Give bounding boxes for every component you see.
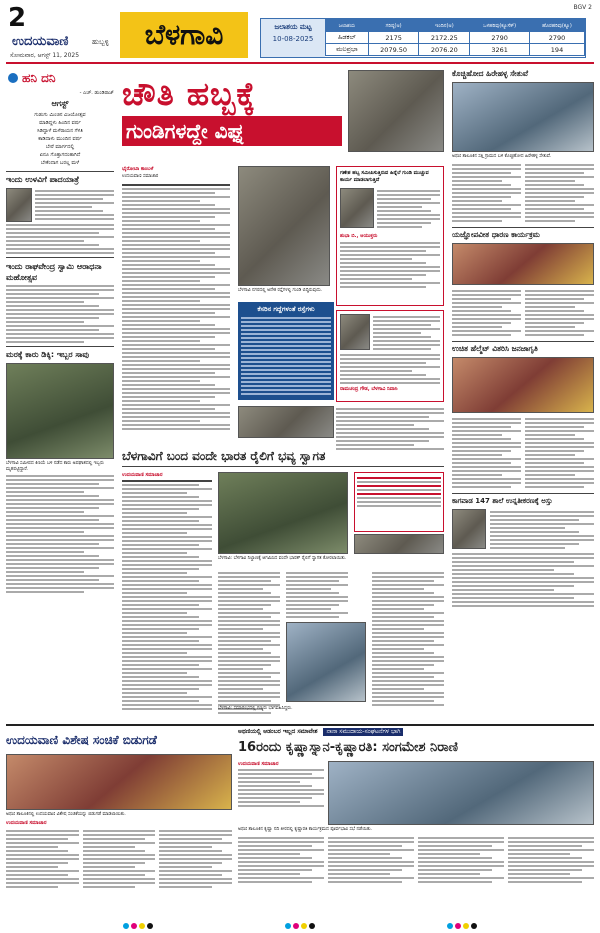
story-title: ಇಂದು ಉಳವಿಗೆ ಪಾದಯಾತ್ರೆ [6,175,79,184]
masthead [6,4,594,64]
water-table-row [326,44,585,56]
quote-name: ರಾಮಚಂದ್ರ ಗೌಡ, ಬೆಳಗಾವಿ ನಿವಾಸಿ [340,386,398,392]
photo-caption: ಬೆಳಗಾವಿ ಸಮೀಪದ ಕಿಣಯೆ ಬಳಿ ನಡೆದ ಕಾರು ಅಪಘಾತದಲ್ಲಿ ಇಬ್ಬರು ಮೃತಪಟ್ಟಿದ್ದಾರೆ. [6,461,104,472]
header-cell: ಹೊರಹರಿವು(ಕ್ಯೂ) [530,20,585,32]
dam-name: ಹಿಡಕಲ್ [326,32,369,44]
bottom-right-headline: 16ರಂದು ಕೃಷ್ಣಾಸ್ನಾನ-ಕೃಷ್ಣಾರತಿ: ಸಂಗಮೇಶ ನಿರಾಣಿ [238,740,458,755]
photo-caption: ಅಥಣಿ ತಾಲೂಕಿನ ಕೃಷ್ಣಾ ನದಿ ತೀರದಲ್ಲಿ ಕೃಷ್ಣಾರತಿ ಕಾರ್ಯಕ್ರಮದ ಪೂರ್ವಭಾವಿ ಸಭೆ ನಡೆಯಿತು. [238,827,373,832]
lead-byline [122,166,158,179]
byline-name: ಭೈರೋಬಾ ಕಾಂಬಳೆ [122,166,154,172]
lead-headline-1: ಚೌತಿ ಹಬ್ಬಕ್ಕೆ [122,75,257,113]
story-body [328,835,414,885]
lead-photo-road [238,406,334,438]
brand-author: - ಎಚ್. ಡುಂಡಿರಾಜ್ [79,90,114,96]
story-title: ಮರಕ್ಕೆ ಕಾರು ಡಿಕ್ಕಿ: ಇಬ್ಬರ ಸಾವು [6,350,89,359]
story-body [6,475,114,593]
bottom-left-headline: ಉದಯವಾಣಿ ವಿಶೇಷ ಸಂಚಿಕೆ ಬಿಡುಗಡೆ [6,733,157,747]
lead-photo-top [348,70,444,152]
quote-body [377,188,440,230]
mud-roads-box [238,302,334,400]
dam-inflow: 3261 [470,44,530,56]
story-body [525,288,594,338]
brand-box [6,68,114,90]
poem [6,111,114,167]
lead-story [122,70,444,442]
edition-name: ಬೆಳಗಾವಿ [120,12,248,58]
portrait-photo [452,509,486,549]
vande-body-2 [218,570,280,716]
event-photo [286,622,366,702]
story-body [159,828,232,890]
quote-name: ಶುಭಾ ಬಿ., ಆಯುಕ್ತರು [340,233,378,239]
story-body [6,828,79,890]
header-cell: ಒಳಹರಿವು(ಕ್ಯೂಸೆಕ್) [470,20,530,32]
water-table-header-row [326,20,585,32]
quote-body [373,314,440,352]
mud-box-body [241,317,331,395]
story-body [238,835,324,885]
dignitaries-photo [354,534,444,554]
story-body [508,835,594,885]
water-table-grid [325,19,585,56]
page-number: 2 [8,3,27,33]
release-photo [6,754,232,810]
quote-title: ಗಣೇಶ ಹಬ್ಬ ಸಮೀಪಿಸುತ್ತಿರುವ ಹಿನ್ನೆಲೆ ಗುಂಡಿ ಮುಚ್ಚುವ ಕಾರ್ಯ ಮಾಡಲಾಗುತ್ತಿದೆ [340,170,429,183]
poem-title: ಆಗಸ್ಟ್ [51,99,69,108]
paper-name: ಉದಯವಾಣಿ [12,34,69,49]
vande-photo-caption: ಬೆಳಗಾವಿ: ಬೆಳಗಾವಿ ನಿಲ್ದಾಣಕ್ಕೆ ಆಗಮಿಸಿದ ವಂದೇ ಭಾರತ್ ರೈಲಿಗೆ ಸ್ವಾಗತ ಕೋರಲಾಯಿತು. [218,556,347,561]
water-level-table [260,18,586,58]
bottom-divider [6,724,594,726]
header-cell: ಜಲಾಶಯ [326,20,369,32]
photo-caption: ಅಥಣಿ ತಾಲೂಕಿನಲ್ಲಿ ಉದಯವಾಣಿ ವಿಶೇಷ ಸಂಚಿಕೆಯನ್ನು ಬಿಡುಗಡೆ ಮಾಡಲಾಯಿತು. [6,812,126,817]
ceremony-photo [452,243,594,285]
dam-max: 2175 [368,32,419,44]
story-body [490,509,594,551]
dam-outflow: 194 [530,44,585,56]
poem-line: ಸಿಡಿದ್ದಾಳೆ ಮಳೆರಾಯನ ಗೆಳತಿ [37,128,83,134]
train-photo [218,472,348,554]
story-body [83,828,156,890]
dam-today: 2172.25 [419,32,470,44]
mud-box-title: ಕೆಸರಿನ ಗದ್ದೆಗಳಂತೆ ರಸ್ತೆಗಳು [257,305,315,313]
right-story-title: ಉಚಿತ ಹೆಲ್ಮೆಟ್ ವಿತರಿಸಿ ಜನಜಾಗೃತಿ [452,344,538,353]
byline-dept: ಉದಯವಾಣಿ ಸಮಾಚಾರ [122,174,159,179]
accident-photo [6,363,114,459]
resident-photo [340,314,370,350]
water-table-date: 10-08-2025 [272,35,314,43]
lead-headline-2: ಗುಂಡಿಗಳದ್ದೇ ವಿಘ್ನ [122,116,342,146]
helmet-photo [452,357,594,413]
header-cell: ಗರಿಷ್ಠ(ಅ) [368,20,419,32]
quote-box [336,166,444,306]
vande-body-3 [286,570,348,620]
bottom-right-story [238,728,594,912]
kicker: ಅಥಣಿಯಲ್ಲಿ ಆಡಂಬರ ಇಲ್ಲದ ಸಮಾವೇಶ [238,728,318,735]
water-table-label-text: ಜಲಾಶಯ ಮಟ್ಟ [274,23,312,31]
bottom-dept: ಉದಯವಾಣಿ ಸಮಾಚಾರ [6,820,47,826]
right-story-title: ಕಾಗವಾಡ 147 ಶಾಲೆ ಉನ್ನತೀಕರಣಕ್ಕೆ ಅಸ್ತು [452,497,553,505]
poem-line: ಗುಡುಗು ಮಿಂಚಿನ ವಿಜಯೋತ್ಸವ [34,112,86,118]
quote-box-2 [336,310,444,402]
photo-caption: ಅಥಣಿ ತಾಲೂಕಿನ ಸತ್ತಿ ಗ್ರಾಮದ ಬಳಿ ಕೊಚ್ಚಿಹೋದ ಹಿರೇಹಳ್ಳ ಸೇತುವೆ. [452,154,552,159]
dam-today: 2076.20 [419,44,470,56]
bottom-left-story [6,728,232,912]
print-registration-marks [0,914,600,924]
right-story-title: ಕೊಚ್ಚಿಹೋದ ಹಿರೇಹಳ್ಳ ಸೇತುವೆ [452,69,528,78]
vande-body [122,472,212,712]
header-cell: ಇಂದಿನ(ಅ) [419,20,470,32]
story-body [238,761,324,825]
story-body [525,162,594,224]
poem-line: ಏನೂ ಗೊತ್ತಾಗದಂತಾಗಿದೆ [39,152,81,158]
story-body [525,416,594,490]
dam-name: ಮಲಪ್ರಭಾ [326,44,369,56]
bridge-photo [452,82,594,152]
story-body [452,416,521,490]
brand-icon [8,73,18,83]
vande-highlights [354,472,444,532]
lead-photo-pothole [238,166,330,286]
official-photo [340,188,374,228]
vande-photo2-caption: ಬೆಳಗಾವಿ: ಸಮಾರಂಭದಲ್ಲಿ ಗಣ್ಯರು ಭಾಗವಹಿಸಿದ್ದರು. [218,706,293,711]
water-table-row [326,32,585,44]
portrait-photo [6,188,32,222]
poem-line: ಬೇಕೆಂದಾಗ ಬರಲ್ಲ ಮಳೆ [40,160,80,166]
story-body [452,553,594,607]
right-story-title: ಯಜ್ಞೋಪವೀತ ಧಾರಣ ಕಾರ್ಯಕ್ರಮ [452,230,540,239]
lead-photo-caption: ಬೆಳಗಾವಿ ನಗರದಲ್ಲಿ ಅನೇಕ ರಸ್ತೆಗಳಲ್ಲಿ ಗುಂಡಿ ಬಿದ್ದಿರುವುದು. [238,288,323,293]
vande-headline: ಬೆಳಗಾವಿಗೆ ಬಂದ ವಂದೇ ಭಾರತ ರೈಲಿಗೆ ಭವ್ಯ ಸ್ವಾಗತ [122,446,444,467]
poem-line: ಬೇರೆ ಮಾರ್ಗದಲ್ಲಿ [45,144,75,150]
kicker-2: ನಾನಾ ಸಮುದಾಯ-ಸಂಘಟನೆಗಳ ಭಾಗಿ [323,728,403,736]
quote-body [340,354,440,384]
water-table-label [261,19,325,57]
left-column [6,68,114,720]
story-body [35,188,114,222]
story-body [6,224,114,254]
story-body [418,835,504,885]
bottom-right-dept: ಉದಯವಾಣಿ ಸಮಾಚಾರ [238,761,279,767]
story-body [452,288,521,338]
story-body [452,162,521,224]
paper-suffix: ಹುಬ್ಬಳ್ಳಿ [92,38,109,46]
dam-outflow: 2790 [530,32,585,44]
lead-body [122,182,230,432]
story-body [6,285,114,343]
date-line: ಸೋಮವಾರ, ಆಗಸ್ಟ್ 11, 2025 [10,52,80,59]
poem-line: ಕಾಡಿದಾಳು ಮುಂದಿನ ವರ್ಷ [38,136,82,142]
right-column [452,68,594,720]
dam-max: 2079.50 [368,44,419,56]
brand-title: ಹನಿ ದನಿ [22,71,56,85]
poem-line: ಮಾಡಿದ್ದಳು ಹಿಂದಿನ ವರ್ಷ [39,120,81,126]
story-title: ಇಂದು ರಾಘವೇಂದ್ರ ಸ್ವಾಮಿ ಆರಾಧನಾ ಮಹೋತ್ಸವ [6,262,102,282]
vande-body-4 [372,570,444,708]
meeting-photo [328,761,594,825]
quote-body [340,242,440,288]
vande-story [122,446,444,720]
page-code: BGV 2 [573,4,592,11]
dam-inflow: 2790 [470,32,530,44]
vande-dept: ಉದಯವಾಣಿ ಸಮಾಚಾರ [122,472,163,478]
